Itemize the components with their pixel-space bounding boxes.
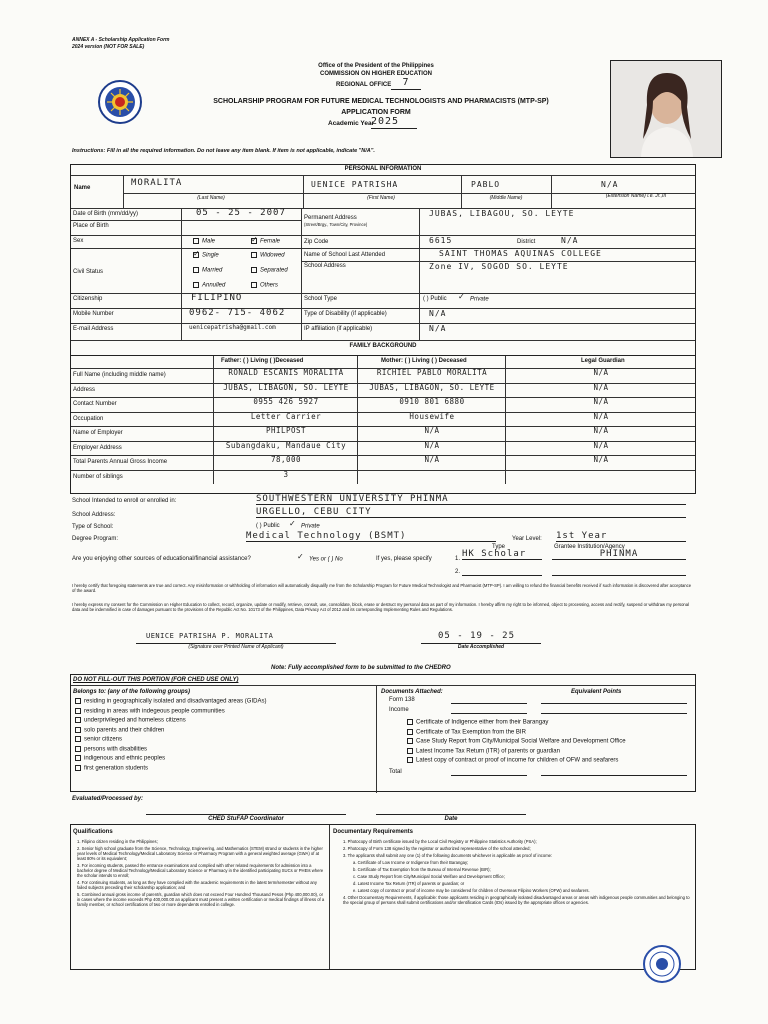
applicant-signature-name[interactable]: UENICE PATRISHA P. MORALITA — [146, 632, 274, 640]
mobile-label: Mobile Number — [73, 311, 114, 317]
requirement-item: a. Certificate of Low Income or Indigence from their Barangay; — [353, 860, 469, 866]
assistance-item1-agency[interactable]: PHINMA — [552, 549, 686, 560]
ip-affiliation-label: IP affiliation (if applicable) — [304, 326, 373, 332]
personal-info-table — [70, 164, 696, 356]
date-accomplished-caption: Date Accomplished — [457, 644, 505, 650]
annulled-checkbox[interactable] — [193, 282, 199, 288]
family-row-label: Full Name (including middle name) — [73, 372, 166, 378]
permanent-address-sub: (Street/Brgy., Town/City, Province) — [304, 222, 368, 227]
group-label: senior citizens — [84, 736, 123, 743]
office-title: Office of the President of the Philippines — [318, 63, 434, 69]
annex-label: ANNEX A - Scholarship Application Form — [72, 37, 170, 43]
belongs-label: Belongs to: (any of the following groups) — [73, 689, 190, 695]
group-option[interactable] — [75, 717, 186, 724]
mother-value[interactable]: N/A — [424, 440, 440, 450]
requirement-item: 1. Photocopy of Birth certificate issued by the Local Civil Registry or Philippine Statistics Authority (PSA); — [343, 839, 537, 844]
ched-use-section — [70, 674, 696, 792]
document-option[interactable] — [407, 729, 526, 736]
middle-name-caption: (Middle Name) — [489, 195, 523, 201]
group-checkbox[interactable] — [75, 727, 81, 733]
mother-value[interactable]: RICHIEL PABLO MORALITA — [376, 368, 488, 377]
father-value[interactable]: 78,000 — [270, 455, 302, 464]
single-checkbox[interactable] — [193, 252, 199, 258]
guardian-header: Legal Guardian — [581, 358, 625, 364]
year-level-value[interactable]: 1st Year — [556, 531, 686, 542]
family-row-label: Number of siblings — [73, 473, 123, 480]
dob-value[interactable]: 05 - 25 - 2007 — [196, 208, 286, 218]
father-value[interactable]: RONALD ESCANIS MORALITA — [228, 368, 344, 377]
school-type-private[interactable]: ✓ Private — [459, 296, 489, 303]
equivalent-points-label: Equivalent Points — [571, 689, 622, 695]
married-checkbox[interactable] — [193, 267, 199, 273]
school-type-label: School Type — [304, 296, 337, 302]
assistance-item1-type[interactable]: HK Scholar — [462, 549, 542, 560]
family-row-label: Occupation — [73, 415, 104, 422]
group-checkbox[interactable] — [75, 765, 81, 771]
document-option[interactable] — [407, 719, 548, 726]
document-checkbox[interactable] — [407, 738, 413, 744]
grantee-header: Grantee Institution/Agency — [554, 544, 625, 550]
requirement-item: 2. Photocopy of Form 138 signed by the registrar or authorized representative of the school attended; — [343, 846, 531, 852]
requirement-item: b. Certificate of Tax Exemption from the Bureau of Internal Revenue (BIR); — [353, 867, 491, 873]
document-option[interactable] — [407, 748, 560, 755]
civil-widowed-option[interactable]: Widowed — [251, 252, 285, 259]
document-option[interactable] — [407, 738, 626, 745]
group-option[interactable] — [75, 727, 164, 734]
specify-label: If yes, please specify — [376, 556, 432, 562]
father-value[interactable]: 3 — [283, 469, 289, 479]
signature-caption: (Signature over Printed Name of Applicant) — [188, 644, 284, 650]
requirements-section — [70, 824, 696, 970]
guardian-value[interactable]: N/A — [593, 368, 609, 377]
sex-female-option[interactable]: ✓ Female — [251, 238, 280, 245]
type-header: Type — [492, 544, 506, 550]
group-checkbox[interactable] — [75, 746, 81, 752]
school-type-label-2: Type of School: — [72, 524, 114, 530]
coordinator-caption: CHED StuFAP Coordinator — [208, 816, 284, 822]
group-option[interactable] — [75, 746, 147, 753]
academic-year-value: 2025 — [371, 116, 417, 129]
group-label: persons with disabilities — [84, 746, 148, 753]
civil-annulled-option[interactable]: Annulled — [193, 282, 225, 289]
widowed-checkbox[interactable] — [251, 252, 257, 258]
group-option[interactable] — [75, 708, 225, 715]
mother-value[interactable]: N/A — [424, 455, 440, 464]
document-label: Latest copy of contract or proof of income for children of OFW and seafarers — [416, 757, 619, 764]
document-label: Certificate of Tax Exemption from the BIR — [416, 729, 526, 736]
last-name-caption: (Last Name) — [197, 195, 225, 201]
school-last-attended-label: Name of School Last Attended — [304, 252, 386, 258]
father-value[interactable]: PHILPOST — [265, 426, 307, 435]
mother-header: Mother: ( ) Living ( ) Deceased — [381, 358, 467, 364]
qualifications-title: Qualifications — [73, 829, 113, 835]
group-checkbox[interactable] — [75, 717, 81, 723]
extension-name-caption: (Extension Name) i.e. Jr.,III — [605, 193, 667, 199]
document-label: Certificate of Indigence either from their Barangay — [416, 719, 549, 726]
form-title: APPLICATION FORM — [341, 109, 411, 116]
group-label: underprivileged and homeless citizens — [84, 717, 186, 724]
document-checkbox[interactable] — [407, 748, 413, 754]
assistance-item1-no: 1. — [455, 556, 461, 562]
father-header: Father: ( ) Living ( )Deceased — [221, 358, 304, 364]
ched-seal-logo — [98, 80, 142, 124]
total-label: Total — [389, 769, 402, 775]
applicant-photo — [610, 60, 722, 158]
family-row-label: Total Parents Annual Gross Income — [73, 459, 168, 465]
requirement-item: c. Case Study Report from City/Municipal Social Welfare and Development Office; — [353, 874, 505, 880]
mother-value[interactable]: 0910 801 6880 — [399, 397, 465, 406]
disability-value[interactable]: N/A — [429, 309, 447, 318]
intended-address-value[interactable]: URGELLO, CEBU CITY — [256, 507, 686, 518]
bagong-pilipinas-logo — [642, 944, 682, 984]
income-label: Income — [389, 707, 409, 713]
date-accomplished-value[interactable]: 05 - 19 - 25 — [438, 631, 516, 641]
group-label: solo parents and their children — [84, 727, 165, 734]
regional-office-number: 7 — [391, 77, 421, 90]
mother-value[interactable]: JUBAS, LIBAGON, SO. LEYTE — [369, 382, 495, 392]
intended-school-value[interactable]: SOUTHWESTERN UNIVERSITY PHINMA — [256, 494, 686, 505]
degree-value[interactable]: Medical Technology (BSMT) — [246, 531, 496, 542]
documents-attached-label: Documents Attached: — [381, 689, 443, 695]
permanent-address-label: Permanent Address — [304, 215, 357, 221]
requirement-item: 3. The applicants shall submit any one (1) of the following documents whichever is applicable as proof of income: — [343, 853, 553, 859]
civil-separated-option[interactable]: Separated — [251, 267, 288, 274]
consent-text: I hereby express my consent for the Commission on Higher Education to collect, record, organize, update or modify, retrieve, consult, use, consolidate, block, erase or destruct my personal data as part of my information. I hereby affirm my right to be informed, object to processing, access and rectify, suspend or withdraw my personal data and be indemnified in case of damages pursuant to the provisions of the Republic Act No. 10173 of the Philippines, Data Privacy Act of 2012 and its corresponding Implementing Rules and Regulations. — [72, 602, 690, 613]
group-label: residing in areas with indegeous people communities — [84, 708, 225, 715]
school-address-label: School Address — [304, 263, 346, 269]
group-option[interactable] — [75, 736, 122, 743]
intended-school-label: School Intended to enroll or enrolled in: — [72, 498, 177, 504]
family-row-label: Employer Address — [73, 444, 122, 451]
group-label: indigenous and ethnic peoples — [84, 755, 166, 762]
degree-label: Degree Program: — [72, 536, 119, 542]
female-checkbox[interactable] — [251, 238, 257, 244]
program-title: SCHOLARSHIP PROGRAM FOR FUTURE MEDICAL TECHNOLOGISTS AND PHARMACISTS (MTP-SP) — [213, 98, 549, 105]
group-option[interactable] — [75, 698, 266, 705]
pob-label: Place of Birth — [73, 223, 109, 229]
regional-office-label: REGIONAL OFFICE — [336, 82, 392, 88]
mobile-value[interactable]: 0962- 715- 4062 — [189, 308, 286, 318]
guardian-value[interactable]: N/A — [593, 440, 609, 450]
commission-title: COMMISSION ON HIGHER EDUCATION — [320, 71, 432, 77]
intended-private[interactable]: ✓ Private — [290, 523, 320, 530]
sex-male-option[interactable]: Male — [193, 238, 215, 245]
academic-year-label: Academic Year — [328, 120, 375, 127]
others-checkbox[interactable] — [251, 282, 257, 288]
qualification-item: 5. Combined annual gross income of parent/s, guardian which does not exceed Four Hundred Thousand Pesos (Php 400,000.00), or in cases where the income exceeds Php 400,000.00 an applicant must present a written certification or medical findings of illness of a family member, or school certifications of two or more dependents enrolled in college. — [77, 892, 325, 908]
personal-section-title: PERSONAL INFORMATION — [71, 166, 695, 176]
certification-text: I hereby certify that foregoing statements are true and correct. Any misinformation or withholding of information will automatically disqualify me from the Scholarship Program for Future Medical Technologist and Pharmacist (MTP-SP). I am willing to refund the financial benefits received if such information is discovered after acceptance of the award. — [72, 583, 692, 594]
family-row-label: Address — [73, 386, 96, 393]
group-option[interactable] — [75, 755, 165, 762]
permanent-address-value[interactable]: JUBAS, LIBAGOU, SO. LEYTE — [429, 209, 575, 218]
requirement-item: e. Latest copy of contract or proof of income may be considered for children of Overseas Filipino Workers (OFW) and seafarers. — [353, 888, 590, 894]
document-checkbox[interactable] — [407, 757, 413, 763]
document-label: Case Study Report from City/Municipal Social Welfare and Development Office — [416, 738, 626, 745]
intended-address-label: School Address: — [72, 512, 116, 518]
group-checkbox[interactable] — [75, 698, 81, 704]
middle-name-value[interactable]: PABLO — [471, 180, 501, 189]
docreq-title: Documentary Requirements — [333, 829, 414, 835]
family-table — [70, 356, 696, 494]
district-label: District — [517, 239, 536, 245]
qualification-item: 4. For continuing students, as long as they have complied with the academic requirements in the latest term/semester without any failed subjects preceding their scholarship application; and — [77, 880, 317, 891]
requirement-item: d. Latest Income Tax Return (ITR) of parents or guardian; or — [353, 881, 465, 887]
group-checkbox[interactable] — [75, 708, 81, 714]
intended-public[interactable]: ( ) Public — [256, 523, 280, 529]
civil-married-option[interactable]: Married — [193, 267, 222, 274]
other-assistance-label: Are you enjoying other sources of educational/financial assistance? — [72, 556, 251, 562]
citizenship-value[interactable]: FILIPINO — [191, 293, 243, 303]
group-checkbox[interactable] — [75, 736, 81, 742]
last-name-value[interactable]: MORALITA — [131, 178, 183, 188]
group-option[interactable] — [75, 765, 148, 772]
name-label: Name — [74, 185, 91, 191]
male-checkbox[interactable] — [193, 238, 199, 244]
family-row-label: Name of Employer — [73, 430, 123, 436]
first-name-caption: (First Name) — [367, 195, 395, 201]
submission-note: Note: Fully accomplished form to be submitted to the CHEDRO — [271, 665, 451, 671]
mother-value[interactable]: N/A — [424, 426, 440, 435]
zip-value[interactable]: 6615 — [429, 236, 453, 245]
instructions: Instructions: Fill in all the required information. Do not leave any item blank. If item is not applicable, indicate "N/A". — [72, 148, 375, 154]
civil-others-option[interactable]: Others — [251, 282, 278, 289]
father-value[interactable]: Subangdaku, Mandaue City — [225, 440, 347, 450]
assistance-item2-agency[interactable] — [552, 575, 686, 576]
district-value[interactable]: N/A — [561, 236, 579, 245]
assistance-item2-type[interactable] — [462, 575, 542, 576]
evaluated-label: Evaluated/Processed by: — [72, 796, 144, 802]
requirement-item: 4. Other Documentary Requirements, if applicable: those applicants residing in geographically isolated disadvantaged areas or areas with indigenous people communities and belonging to the special group of persons shall submit certifications and/or Identification Cards (IDs) issued by the appropriate offices or agencies. — [343, 895, 690, 906]
father-value[interactable]: Letter Carrier — [250, 411, 322, 421]
qualification-item: 1. Filipino citizen residing in the Philippines; — [77, 839, 158, 844]
date-caption: Date — [444, 816, 458, 822]
school-type-public[interactable]: ( ) Public — [423, 296, 447, 302]
family-section-title: FAMILY BACKGROUND — [349, 343, 417, 349]
form138-label: Form 138 — [389, 697, 415, 703]
email-value[interactable]: uenicepatrisha@gmail.com — [189, 324, 276, 331]
email-label: E-mail Address — [73, 326, 114, 332]
guardian-value[interactable]: N/A — [593, 455, 609, 464]
document-checkbox[interactable] — [407, 719, 413, 725]
mother-value[interactable]: Housewife — [409, 411, 455, 421]
civil-status-label: Civil Status — [73, 269, 104, 275]
school-last-attended-value[interactable]: SAINT THOMAS AQUINAS COLLEGE — [439, 249, 602, 258]
disability-label: Type of Disability (if applicable) — [304, 311, 387, 317]
separated-checkbox[interactable] — [251, 267, 257, 273]
assistance-item2-no: 2. — [455, 569, 461, 575]
qualification-item: 2. Senior high school graduate from the Science, Technology, Engineering, and Mathematics (STEM) strand or students in the higher year levels of Medical Technology/Medical Laboratory Science or Pharmacy Program with a general weighted average (GWA) of at least 80% or its equivalent; — [77, 846, 323, 862]
father-value[interactable]: 0955 426 5927 — [253, 397, 319, 406]
citizenship-label: Citizenship — [73, 296, 103, 302]
group-label: first generation students — [84, 765, 149, 772]
group-checkbox[interactable] — [75, 755, 81, 761]
guardian-value[interactable]: N/A — [593, 382, 609, 392]
application-form — [66, 36, 698, 972]
school-address-value[interactable]: Zone IV, SOGOD SO. LEYTE — [429, 262, 569, 271]
guardian-value[interactable]: N/A — [593, 426, 609, 435]
year-level-label: Year Level: — [512, 536, 542, 542]
version-label: 2024 version (NOT FOR SALE) — [72, 44, 145, 50]
civil-single-option[interactable]: ✓Single — [193, 252, 219, 259]
father-value[interactable]: JUBAS, LIBAGON, SO. LEYTE — [223, 382, 349, 392]
ip-affiliation-value[interactable]: N/A — [429, 324, 447, 333]
qualification-item: 3. For incoming students, passed the entrance examinations and complied with other related requirements for admission into a bachelor degree of Medical Technology/Medical Laboratory Science or Pharmacy in the identified participating SUCs or PHEIs where the scholar intends to enroll; — [77, 863, 324, 879]
dob-label: Date of Birth (mm/dd/yy) — [73, 211, 139, 217]
extension-name-value[interactable]: N/A — [601, 180, 619, 189]
sex-label: Sex — [73, 238, 84, 244]
zip-label: Zip Code — [304, 239, 329, 245]
document-label: Latest Income Tax Return (ITR) of parents or guardian — [416, 748, 560, 755]
ched-use-title: DO NOT FILL-OUT THIS PORTION (FOR CHED USE ONLY) — [73, 677, 239, 683]
document-option[interactable] — [407, 757, 618, 764]
guardian-value[interactable]: N/A — [593, 397, 609, 406]
other-assistance-answer[interactable]: ✓ Yes or ( ) No — [298, 556, 343, 563]
group-label: residing in geographically isolated and disadvantaged areas (GIDAs) — [84, 698, 267, 705]
guardian-value[interactable]: N/A — [593, 411, 609, 421]
family-row-label: Contact Number — [73, 401, 117, 407]
first-name-value[interactable]: UENICE PATRISHA — [311, 180, 399, 189]
document-checkbox[interactable] — [407, 729, 413, 735]
